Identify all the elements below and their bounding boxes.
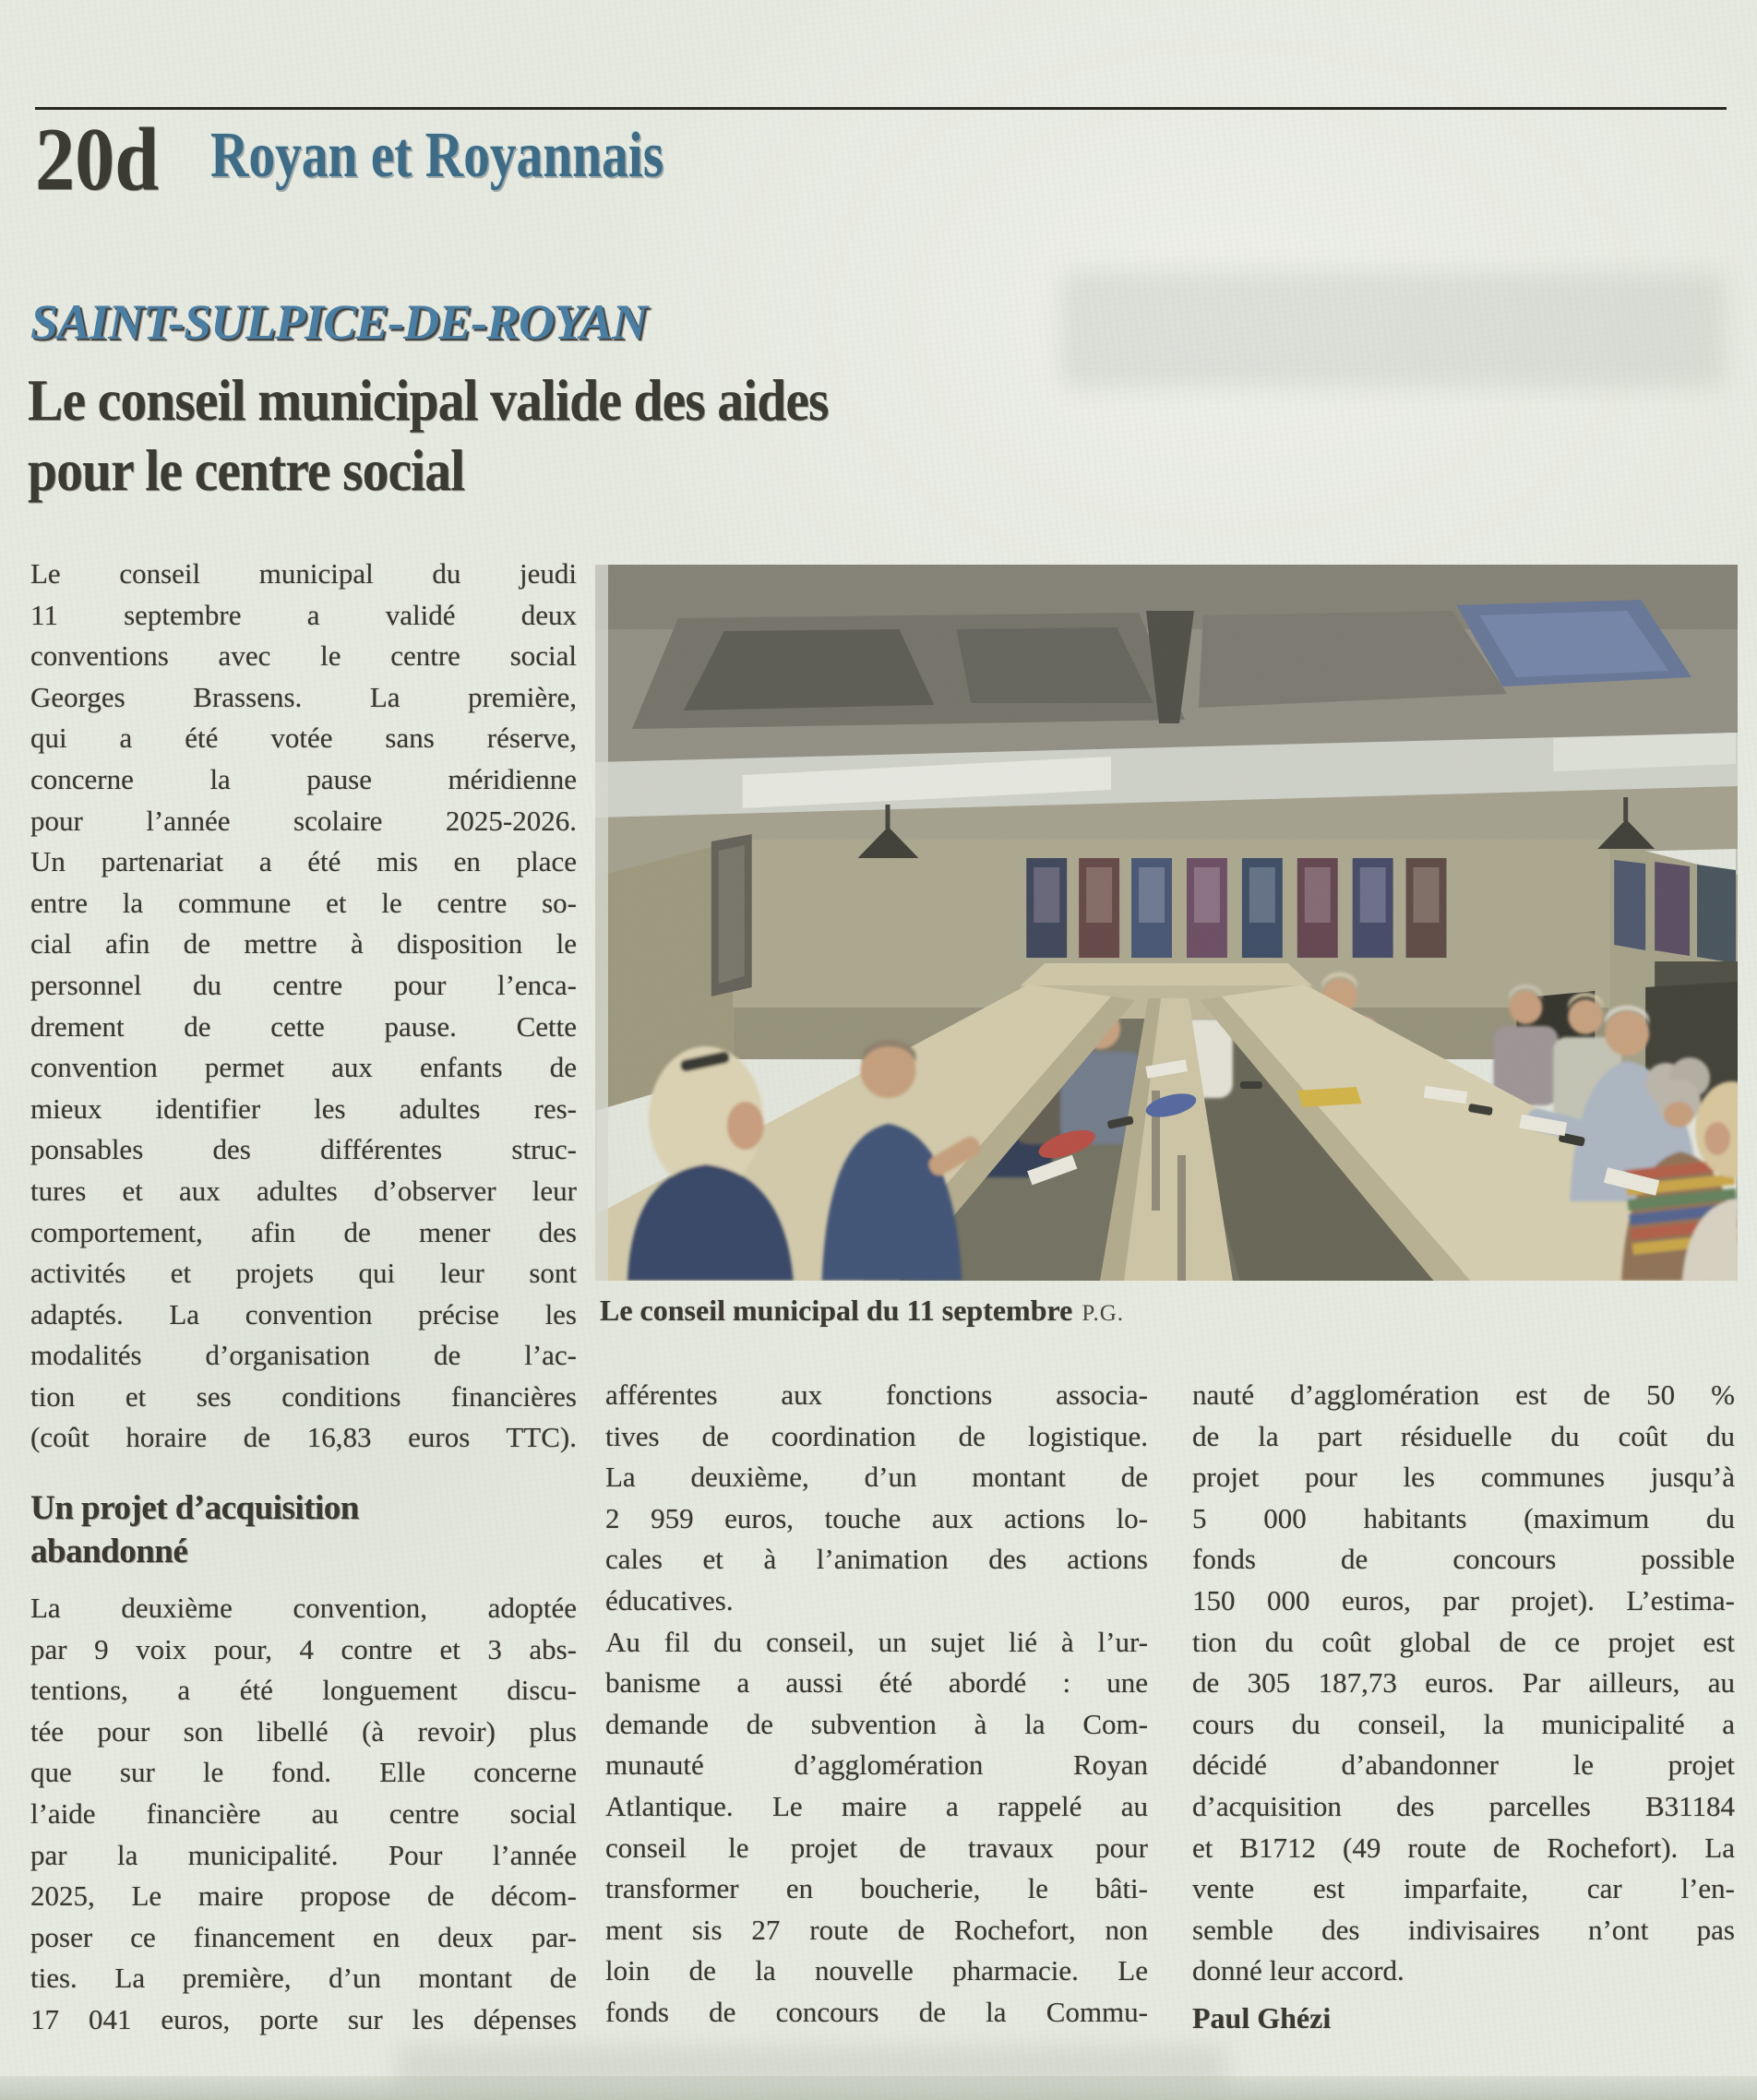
text-line: tives de coordination de logistique. bbox=[605, 1419, 1148, 1452]
text-line: tentions, a été longuement discu- bbox=[30, 1674, 577, 1707]
text-line: personnel du centre pour l’enca- bbox=[30, 968, 577, 1001]
text-line: tée pour son libellé (à revoir) plus bbox=[30, 1714, 577, 1748]
text-line: 150 000 euros, par projet). L’estima- bbox=[1192, 1583, 1735, 1617]
photo-caption bbox=[600, 1292, 1738, 1332]
subhead-line-2: abandonné bbox=[30, 1533, 188, 1571]
print-showthrough-top bbox=[1061, 272, 1726, 388]
column-1-text-a bbox=[30, 554, 577, 1459]
headline-line-2: pour le centre social bbox=[28, 437, 465, 503]
text-line: comportement, afin de mener des bbox=[30, 1215, 577, 1248]
paragraph bbox=[1192, 1375, 1735, 1992]
text-line: 2 959 euros, touche aux actions lo- bbox=[605, 1501, 1148, 1534]
text-line: cial afin de mettre à disposition le bbox=[30, 927, 577, 961]
text-line: poser ce financement en deux par- bbox=[30, 1920, 577, 1953]
paragraph bbox=[605, 1375, 1148, 1622]
paragraph bbox=[30, 554, 577, 1459]
text-line: donné leur accord. bbox=[1192, 1954, 1404, 1987]
paragraph bbox=[605, 1622, 1148, 2034]
text-line: tion du coût global de ce projet est bbox=[1192, 1625, 1735, 1658]
column-1-text-b bbox=[30, 1588, 577, 2041]
text-line: conseil le projet de travaux pour bbox=[605, 1831, 1148, 1864]
column-3-text bbox=[1192, 1375, 1735, 1992]
text-line: décidé d’abandonner le projet bbox=[1192, 1748, 1735, 1782]
text-line: transformer en boucherie, le bâti- bbox=[605, 1872, 1148, 1905]
article-photo bbox=[595, 565, 1738, 1281]
headline-line-1: Le conseil municipal valide des aides bbox=[28, 367, 829, 433]
text-line: de la part résiduelle du coût du bbox=[1192, 1419, 1735, 1452]
text-line: convention permet aux enfants de bbox=[30, 1051, 577, 1084]
text-line: fonds de concours de la Commu- bbox=[605, 1995, 1148, 2028]
text-line: pour l’année scolaire 2025-2026. bbox=[30, 804, 577, 837]
article-kicker: SAINT-SULPICE-DE-ROYAN bbox=[30, 294, 648, 350]
text-line: cours du conseil, la municipalité a bbox=[1192, 1707, 1735, 1740]
text-line: l’aide financière au centre social bbox=[30, 1797, 577, 1831]
text-line: tures et aux adultes d’observer leur bbox=[30, 1174, 577, 1207]
text-line: qui a été votée sans réserve, bbox=[30, 722, 577, 755]
text-line: concerne la pause méridienne bbox=[30, 762, 577, 795]
text-line: Au fil du conseil, un sujet lié à l’ur- bbox=[605, 1625, 1148, 1658]
text-line: La deuxième, d’un montant de bbox=[605, 1461, 1148, 1494]
text-line: La deuxième convention, adoptée bbox=[30, 1592, 577, 1625]
text-line: 5 000 habitants (maximum du bbox=[1192, 1501, 1735, 1534]
text-line: projet pour les communes jusqu’à bbox=[1192, 1461, 1735, 1494]
text-line: Atlantique. Le maire a rappelé au bbox=[605, 1789, 1148, 1822]
text-line: tion et ses conditions financières bbox=[30, 1379, 577, 1413]
text-line: Le conseil municipal du jeudi bbox=[30, 557, 577, 590]
text-line: ment sis 27 route de Rochefort, non bbox=[605, 1913, 1148, 1946]
byline: Paul Ghézi bbox=[1192, 2000, 1332, 2034]
text-line: fonds de concours possible bbox=[1192, 1543, 1735, 1576]
column-2 bbox=[605, 1375, 1148, 2034]
text-line: munauté d’agglomération Royan bbox=[605, 1748, 1148, 1782]
header-rule bbox=[35, 107, 1727, 110]
text-line: semble des indivisaires n’ont pas bbox=[1192, 1913, 1735, 1946]
text-line: et B1712 (49 route de Rochefort). La bbox=[1192, 1831, 1735, 1864]
text-line: 17 041 euros, porte sur les dépenses bbox=[30, 2003, 577, 2035]
text-line: 11 septembre a validé deux bbox=[30, 598, 577, 631]
text-line: Georges Brassens. La première, bbox=[30, 680, 577, 713]
text-line: par 9 voix pour, 4 contre et 3 abs- bbox=[30, 1632, 577, 1665]
text-line: nauté d’agglomération est de 50 % bbox=[1192, 1378, 1735, 1411]
section-title: Royan et Royannais bbox=[210, 120, 664, 191]
text-line: banisme a aussi été abordé : une bbox=[605, 1666, 1148, 1700]
text-line: ties. La première, d’un montant de bbox=[30, 1962, 577, 1995]
paragraph bbox=[30, 1588, 577, 2041]
photo-caption-text: Le conseil municipal du 11 septembre bbox=[600, 1294, 1073, 1327]
text-line: ponsables des différentes struc- bbox=[30, 1133, 577, 1166]
text-line: vente est imparfaite, car l’en- bbox=[1192, 1872, 1735, 1905]
text-line: par la municipalité. Pour l’année bbox=[30, 1838, 577, 1871]
text-line: d’acquisition des parcelles B31184 bbox=[1192, 1789, 1735, 1822]
photo-credit: P.G. bbox=[1082, 1301, 1125, 1326]
council-meeting-photo-illustration bbox=[595, 565, 1738, 1281]
text-line: afférentes aux fonctions associa- bbox=[605, 1378, 1148, 1411]
column-1 bbox=[30, 554, 577, 2041]
subhead-line-1: Un projet d’acquisition bbox=[30, 1489, 359, 1528]
text-line: conventions avec le centre social bbox=[30, 639, 577, 673]
article-headline bbox=[28, 365, 829, 506]
text-line: de 305 187,73 euros. Par ailleurs, au bbox=[1192, 1666, 1735, 1700]
text-line: éducatives. bbox=[605, 1583, 734, 1617]
text-line: cales et à l’animation des actions bbox=[605, 1543, 1148, 1576]
text-line: (coût horaire de 16,83 euros TTC). bbox=[30, 1421, 577, 1454]
scan-edge-shadow bbox=[0, 2076, 1757, 2100]
subhead bbox=[30, 1486, 577, 1573]
text-line: que sur le fond. Elle concerne bbox=[30, 1756, 577, 1789]
text-line: 2025, Le maire propose de décom- bbox=[30, 1879, 577, 1913]
text-line: Un partenariat a été mis en place bbox=[30, 845, 577, 878]
text-line: loin de la nouvelle pharmacie. Le bbox=[605, 1954, 1148, 1987]
text-line: modalités d’organisation de l’ac- bbox=[30, 1339, 577, 1372]
column-3 bbox=[1192, 1375, 1735, 2038]
page-number: 20d bbox=[35, 110, 160, 209]
text-line: mieux identifier les adultes res- bbox=[30, 1092, 577, 1125]
text-line: entre la commune et le centre so- bbox=[30, 886, 577, 919]
text-line: activités et projets qui leur sont bbox=[30, 1257, 577, 1290]
text-line: adaptés. La convention précise les bbox=[30, 1297, 577, 1330]
text-line: drement de cette pause. Cette bbox=[30, 1009, 577, 1043]
text-line: demande de subvention à la Com- bbox=[605, 1707, 1148, 1740]
